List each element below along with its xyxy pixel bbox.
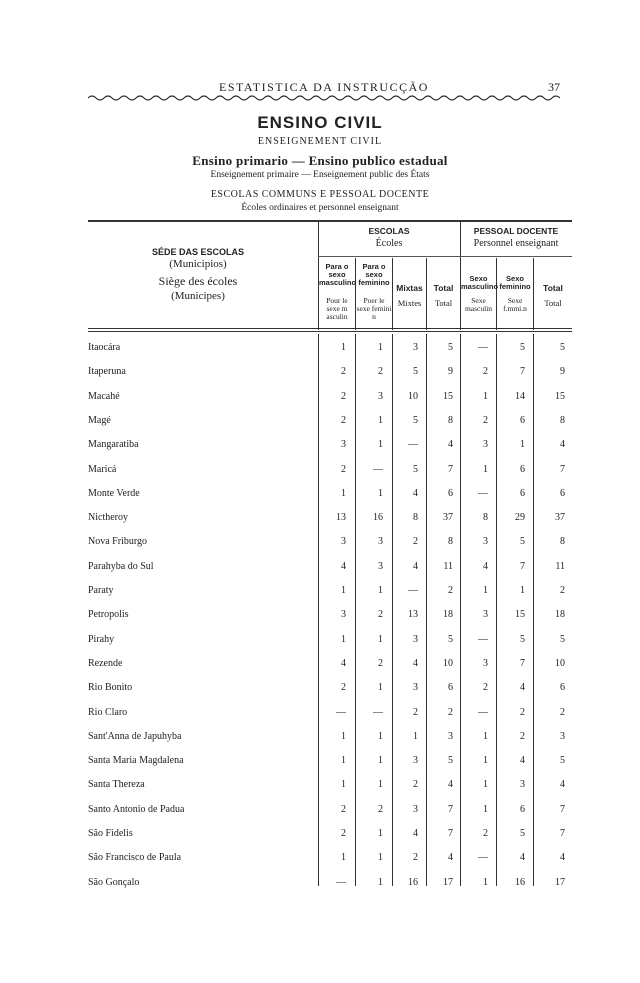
- row-cell: 5: [560, 755, 565, 767]
- col-c5: Sexo masculino: [461, 274, 499, 291]
- row-cell: 9: [448, 366, 453, 378]
- row-cell: 5: [448, 342, 453, 353]
- row-cell: 1: [378, 414, 383, 426]
- row-cell: 1: [483, 390, 488, 402]
- row-cell: 3: [483, 439, 488, 451]
- subsection-heading: ESCOLAS COMMUNS E PESSOAL DOCENTE: [210, 189, 430, 200]
- row-cell: 1: [483, 730, 488, 742]
- row-municipio: Rio Claro: [88, 706, 128, 718]
- row-cell: 1: [341, 730, 346, 742]
- row-cell: 6: [560, 682, 565, 694]
- row-cell: 1: [378, 633, 383, 645]
- row-cell: 3: [483, 657, 488, 669]
- table-top-rule: [88, 220, 572, 222]
- row-cell: 3: [483, 609, 488, 621]
- row-cell: 1: [341, 633, 346, 645]
- row-cell: 3: [483, 536, 488, 548]
- row-cell: 1: [378, 342, 383, 353]
- wavy-rule: [88, 94, 560, 102]
- page-subtitle: ENSEIGNEMENT CIVIL: [257, 136, 383, 147]
- row-cell: 8: [560, 414, 565, 426]
- row-cell: 1: [341, 779, 346, 791]
- row-cell: —: [373, 463, 383, 475]
- table-row: [88, 682, 572, 698]
- col-c5-fr: Sexe masculin: [464, 296, 493, 313]
- col-c4: Total: [433, 283, 454, 293]
- row-municipio: Rezende: [88, 657, 123, 669]
- row-cell: 2: [341, 682, 346, 694]
- row-cell: 5: [560, 342, 565, 353]
- row-cell: 5: [520, 342, 525, 353]
- row-cell: 4: [413, 487, 418, 499]
- row-cell: 16: [515, 876, 525, 888]
- row-cell: 5: [413, 463, 418, 475]
- row-cell: 2: [520, 730, 525, 742]
- col-c7-fr: Total: [544, 298, 562, 308]
- col-c7: Total: [543, 283, 563, 293]
- table-row: [88, 366, 572, 382]
- row-municipio: Parahyba do Sul: [88, 560, 154, 572]
- col-pessoal-fr: Personnel enseignant: [473, 238, 559, 249]
- row-cell: 1: [378, 779, 383, 791]
- header-divider: [392, 258, 393, 330]
- row-cell: —: [478, 487, 488, 499]
- row-cell: 7: [560, 463, 565, 475]
- row-municipio: Itaocára: [88, 342, 121, 353]
- col-escolas: ESCOLAS: [368, 226, 410, 236]
- row-municipio: Paraty: [88, 585, 114, 596]
- row-cell: 1: [483, 779, 488, 791]
- row-cell: 3: [448, 730, 453, 742]
- col-c2-fr: Poer le sexe femini n: [356, 296, 392, 321]
- row-cell: 13: [408, 609, 418, 621]
- row-cell: 1: [378, 487, 383, 499]
- row-cell: 6: [448, 682, 453, 694]
- row-cell: —: [408, 439, 418, 451]
- row-cell: —: [478, 852, 488, 864]
- row-cell: 3: [341, 439, 346, 451]
- row-cell: 1: [341, 755, 346, 767]
- row-cell: 3: [413, 342, 418, 353]
- row-cell: 1: [378, 828, 383, 839]
- row-cell: 3: [413, 755, 418, 767]
- row-cell: 1: [378, 730, 383, 742]
- row-cell: 2: [341, 390, 346, 402]
- row-cell: 1: [483, 803, 488, 815]
- row-cell: 4: [413, 657, 418, 669]
- row-municipio: São Fidelis: [88, 828, 133, 839]
- row-municipio: Itaperuna: [88, 366, 126, 378]
- table-row: [88, 779, 572, 795]
- row-cell: 2: [483, 366, 488, 378]
- row-cell: 8: [483, 512, 488, 524]
- col-c3-fr: Mixtes: [397, 298, 422, 308]
- row-cell: 17: [555, 876, 565, 888]
- row-cell: 2: [378, 366, 383, 378]
- row-municipio: Santa Thereza: [88, 779, 145, 791]
- table-row: [88, 755, 572, 771]
- row-cell: 7: [520, 560, 525, 572]
- row-cell: 4: [520, 852, 525, 864]
- row-cell: —: [478, 633, 488, 645]
- row-cell: 4: [520, 682, 525, 694]
- row-cell: 2: [448, 706, 453, 718]
- row-cell: 5: [413, 366, 418, 378]
- row-cell: 37: [555, 512, 565, 524]
- table-row: [88, 828, 572, 844]
- header-rule-b: [88, 331, 572, 332]
- row-cell: 7: [448, 803, 453, 815]
- row-cell: 17: [443, 876, 453, 888]
- row-cell: 11: [443, 560, 453, 572]
- row-cell: 7: [520, 657, 525, 669]
- row-cell: —: [336, 706, 346, 718]
- running-title: ESTATISTICA DA INSTRUCÇÃO: [219, 80, 429, 94]
- row-cell: 10: [555, 657, 565, 669]
- row-cell: 18: [443, 609, 453, 621]
- row-cell: 2: [413, 706, 418, 718]
- section-heading: Ensino primario — Ensino publico estadual: [192, 153, 448, 168]
- row-cell: 2: [341, 366, 346, 378]
- page-title: ENSINO CIVIL: [257, 113, 383, 132]
- row-cell: 2: [560, 706, 565, 718]
- row-cell: 10: [443, 657, 453, 669]
- row-cell: 8: [448, 536, 453, 548]
- table-row: [88, 512, 572, 528]
- row-cell: 9: [560, 366, 565, 378]
- row-cell: 5: [520, 536, 525, 548]
- row-cell: 3: [341, 536, 346, 548]
- row-cell: 1: [378, 585, 383, 596]
- col-c1: Para o sexo masculino: [319, 262, 357, 287]
- row-cell: 4: [413, 560, 418, 572]
- row-municipio: Maricá: [88, 463, 117, 475]
- row-cell: 3: [378, 536, 383, 548]
- table-row: [88, 731, 572, 747]
- row-cell: 4: [560, 439, 565, 451]
- row-cell: 2: [413, 779, 418, 791]
- row-cell: 3: [560, 730, 565, 742]
- row-cell: 16: [373, 512, 383, 524]
- table-row: [88, 609, 572, 625]
- row-cell: —: [373, 706, 383, 718]
- row-cell: —: [478, 706, 488, 718]
- row-municipio: Monte Verde: [88, 487, 140, 499]
- row-cell: 1: [341, 487, 346, 499]
- table-row: [88, 561, 572, 577]
- header-rule-a: [88, 328, 572, 329]
- header-divider: [496, 258, 497, 330]
- row-cell: 6: [448, 487, 453, 499]
- row-cell: 1: [341, 342, 346, 353]
- col-municipios: (Municipios): [169, 258, 227, 270]
- row-cell: 1: [483, 876, 488, 888]
- page-number: 37: [548, 80, 560, 94]
- row-cell: 4: [413, 828, 418, 839]
- row-cell: 14: [515, 390, 525, 402]
- row-cell: 8: [448, 414, 453, 426]
- row-cell: 11: [555, 560, 565, 572]
- row-cell: 7: [448, 828, 453, 839]
- row-cell: 2: [413, 536, 418, 548]
- col-c6: Sexo feminino: [499, 274, 531, 291]
- table-row: [88, 342, 572, 358]
- row-cell: 2: [483, 414, 488, 426]
- col-c4-fr: Total: [434, 298, 453, 308]
- header-divider: [533, 258, 534, 330]
- col-pessoal: PESSOAL DOCENTE: [473, 226, 559, 236]
- table-row: [88, 804, 572, 820]
- row-cell: 2: [341, 463, 346, 475]
- row-cell: 5: [520, 633, 525, 645]
- row-cell: 4: [341, 657, 346, 669]
- row-municipio: Santo Antonio de Padua: [88, 803, 185, 815]
- section-heading-fr: Enseignement primaire — Enseignement public des États: [210, 170, 430, 180]
- row-municipio: Rio Bonito: [88, 682, 133, 694]
- col-sede: SÉDE DAS ESCOLAS: [151, 247, 245, 257]
- row-municipio: Nova Friburgo: [88, 536, 147, 548]
- table-row: [88, 488, 572, 504]
- row-cell: 8: [413, 512, 418, 524]
- row-municipio: Macahé: [88, 390, 120, 402]
- row-cell: 29: [515, 512, 525, 524]
- table-row: [88, 585, 572, 601]
- col-sede-fr: Siège des écoles: [158, 274, 238, 288]
- row-cell: 3: [520, 779, 525, 791]
- row-cell: 2: [378, 609, 383, 621]
- row-cell: 4: [520, 755, 525, 767]
- row-cell: 37: [443, 512, 453, 524]
- table-row: [88, 464, 572, 480]
- table-row: [88, 852, 572, 868]
- row-cell: —: [478, 342, 488, 353]
- row-cell: 3: [413, 633, 418, 645]
- row-cell: 1: [520, 585, 525, 596]
- row-municipio: Petropolis: [88, 609, 129, 621]
- row-municipio: São Gonçalo: [88, 876, 140, 888]
- row-cell: 15: [515, 609, 525, 621]
- row-cell: 2: [341, 803, 346, 815]
- row-cell: 2: [448, 585, 453, 596]
- table-row: [88, 707, 572, 723]
- row-cell: 1: [378, 755, 383, 767]
- row-cell: 4: [483, 560, 488, 572]
- row-cell: 2: [560, 585, 565, 596]
- row-cell: —: [336, 876, 346, 888]
- table-row: [88, 634, 572, 650]
- row-cell: 4: [448, 779, 453, 791]
- row-cell: 5: [560, 633, 565, 645]
- row-cell: 6: [520, 487, 525, 499]
- row-cell: 2: [520, 706, 525, 718]
- row-municipio: São Francisco de Paula: [88, 852, 182, 864]
- row-cell: 1: [483, 585, 488, 596]
- col-municipes: (Municipes): [171, 290, 225, 302]
- row-cell: 2: [341, 414, 346, 426]
- header-divider: [426, 258, 427, 330]
- row-cell: 7: [448, 463, 453, 475]
- col-c6-fr: Sexe f.mmi.n: [503, 296, 527, 313]
- col-c2: Para o sexo feminino: [358, 262, 390, 287]
- row-cell: 2: [378, 657, 383, 669]
- table-row: [88, 536, 572, 552]
- row-cell: 15: [443, 390, 453, 402]
- row-municipio: Pirahy: [88, 633, 115, 645]
- table-row: [88, 415, 572, 431]
- row-cell: 1: [341, 852, 346, 864]
- row-cell: 4: [560, 852, 565, 864]
- row-cell: 2: [483, 828, 488, 839]
- row-cell: 4: [560, 779, 565, 791]
- row-cell: 7: [560, 828, 565, 839]
- row-cell: 6: [520, 463, 525, 475]
- row-cell: 8: [560, 536, 565, 548]
- row-cell: 3: [341, 609, 346, 621]
- row-municipio: Magé: [88, 414, 111, 426]
- row-cell: 3: [378, 390, 383, 402]
- row-cell: 6: [520, 414, 525, 426]
- row-cell: 13: [336, 512, 346, 524]
- row-cell: 4: [448, 439, 453, 451]
- table-row: [88, 658, 572, 674]
- subsection-heading-fr: Écoles ordinaires et personnel enseignant: [241, 203, 399, 213]
- table-row: [88, 877, 572, 893]
- row-cell: 1: [378, 439, 383, 451]
- row-cell: 1: [483, 755, 488, 767]
- col-c1-fr: Pour le sexe m asculin: [326, 296, 348, 321]
- col-ecoles: Écoles: [375, 238, 403, 249]
- row-cell: 3: [413, 803, 418, 815]
- table-row: [88, 391, 572, 407]
- row-municipio: Santa Maria Magdalena: [88, 755, 184, 767]
- pessoal-underline: [460, 256, 572, 257]
- row-cell: 3: [413, 682, 418, 694]
- row-cell: 4: [448, 852, 453, 864]
- row-cell: 2: [413, 852, 418, 864]
- row-cell: 15: [555, 390, 565, 402]
- row-cell: 1: [341, 585, 346, 596]
- row-cell: 6: [560, 487, 565, 499]
- row-cell: 1: [483, 463, 488, 475]
- row-cell: 18: [555, 609, 565, 621]
- row-cell: 3: [378, 560, 383, 572]
- row-cell: 7: [520, 366, 525, 378]
- row-municipio: Sant'Anna de Japuhyba: [88, 730, 182, 742]
- row-cell: 1: [413, 730, 418, 742]
- row-cell: 10: [408, 390, 418, 402]
- row-cell: —: [408, 585, 418, 596]
- row-cell: 1: [378, 876, 383, 888]
- row-cell: 5: [448, 633, 453, 645]
- row-cell: 1: [378, 852, 383, 864]
- col-c3: Mixtas: [396, 283, 423, 293]
- escolas-underline: [318, 256, 460, 257]
- row-cell: 5: [413, 414, 418, 426]
- row-municipio: Mangaratiba: [88, 439, 139, 451]
- row-cell: 2: [341, 828, 346, 839]
- row-cell: 1: [520, 439, 525, 451]
- row-cell: 2: [378, 803, 383, 815]
- row-municipio: Nictheroy: [88, 512, 128, 524]
- row-cell: 1: [378, 682, 383, 694]
- row-cell: 2: [483, 682, 488, 694]
- table-row: [88, 439, 572, 455]
- running-header: [88, 80, 560, 95]
- row-cell: 5: [448, 755, 453, 767]
- row-cell: 7: [560, 803, 565, 815]
- row-cell: 5: [520, 828, 525, 839]
- row-cell: 6: [520, 803, 525, 815]
- row-cell: 16: [408, 876, 418, 888]
- row-cell: 4: [341, 560, 346, 572]
